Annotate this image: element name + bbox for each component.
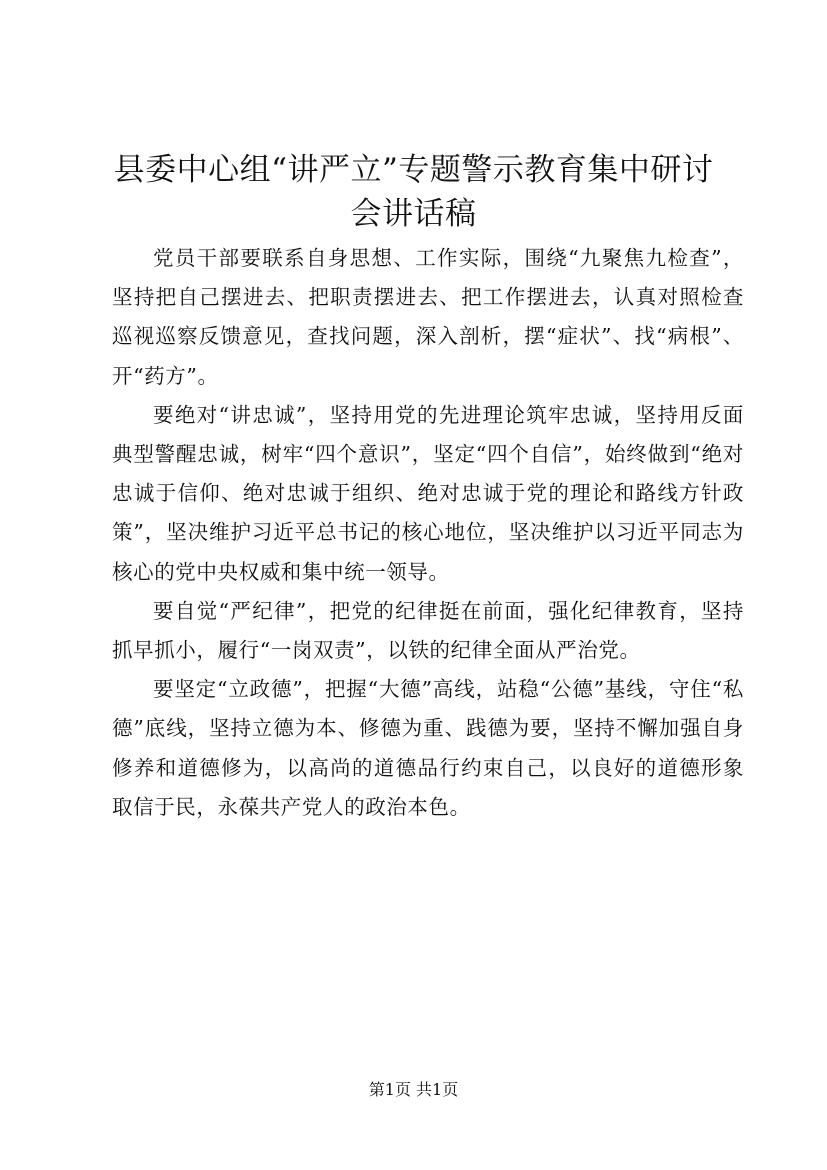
title-line-1: 县委中心组“讲严立”专题警示教育集中研讨	[113, 152, 714, 188]
paragraph: 要坚定“立政德”，把握“大德”高线，站稳“公德”基线，守住“私德”底线，坚持立德为本、修德为重、践德为要，坚持不懈加强自身修养和道德修为，以高尚的道德品行约束自己，以良好的道德形象取信于民，永葆共产党人的政治本色。	[112, 677, 744, 819]
document-body	[112, 239, 744, 827]
paragraph: 要绝对“讲忠诚”，坚持用党的先进理论筑牢忠诚，坚持用反面典型警醒忠诚，树牢“四个意识”，坚定“四个自信”，始终做到“绝对忠诚于信仰、绝对忠诚于组织、绝对忠诚于党的理论和路线方针政策”，坚决维护习近平总书记的核心地位，坚决维护以习近平同志为核心的党中央权威和集中统一领导。	[112, 402, 744, 584]
paragraph: 要自觉“严纪律”，把党的纪律挺在前面，强化纪律教育，坚持抓早抓小，履行“一岗双责”，以铁的纪律全面从严治党。	[112, 598, 744, 663]
document-title	[100, 148, 727, 236]
paragraph: 党员干部要联系自身思想、工作实际，围绕“九聚焦九检查”，坚持把自己摆进去、把职责摆进去、把工作摆进去，认真对照检查巡视巡察反馈意见，查找问题，深入剖析，摆“症状”、找“病根”、开“药方”。	[112, 246, 744, 388]
page-number: 第1页 共1页	[368, 1080, 459, 1099]
title-line-2: 会讲话稿	[350, 196, 477, 232]
page-footer	[0, 1079, 827, 1101]
